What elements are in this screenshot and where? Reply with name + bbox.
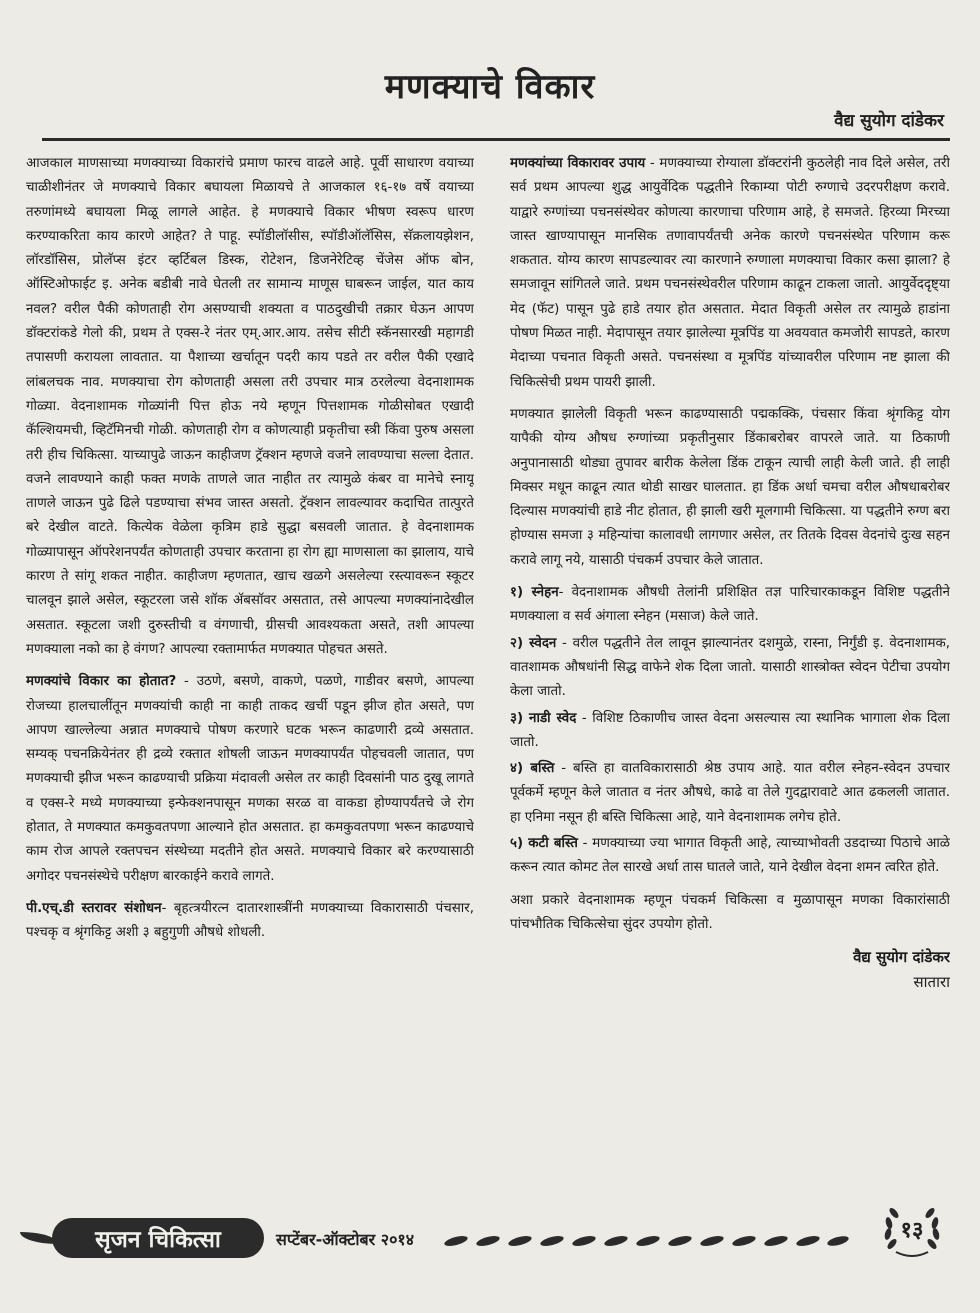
signature-block bbox=[510, 945, 950, 994]
paragraph: मणक्यात झालेली विकृती भरून काढण्यासाठी पद्मकक्कि, पंचसार किंवा श्रृंगकिट्ट योग यापैकी योग्य औषध रुग्णांच्या प्रकृतीनुसार डिंकाबरोबर वापरले जाते. या ठिकाणी अनुपानासाठी थोड्या तुपावर बारीक केलेला डिंक टाकून त्याची लाही केली जाते. ही लाही मिक्सर मधून काढून त्यात थोडी साखर घालतात. हा डिंक अर्धा चमचा वरील औषधाबरोबर दिल्यास मणक्यांची हाडे नीट होतात, ही झाली खरी मूलगामी चिकित्सा. या पद्धतीने रुग्ण बरा होण्यास समजा ३ महिन्यांचा कालावधी लागणार असेल, तर तितके दिवस वेदनांचे दुःख सहन करावे लागू नये, यासाठी पंचकर्म उपचार केले जातात. bbox=[510, 406, 950, 568]
paragraph bbox=[26, 670, 474, 889]
list-item-text: - वेदनाशामक औषधी तेलांनी प्रशिक्षित तज्ञ पारिचारकाकडून विशिष्ट पद्धतीने मणक्याला व सर्व अंगाला स्नेहन (मसाज) केले जाते. bbox=[510, 585, 950, 625]
list-item bbox=[510, 707, 950, 756]
magazine-name: सृजन चिकित्सा bbox=[95, 1227, 221, 1253]
list-item-heading: ४) बस्ति bbox=[510, 761, 555, 777]
right-column bbox=[510, 152, 950, 1192]
title-divider bbox=[42, 138, 950, 141]
list-item-heading: २) स्वेदन bbox=[510, 635, 557, 651]
paragraph-text: - उठणे, बसणे, वाकणे, पळणे, गाडीवर बसणे, आपल्या रोजच्या हालचालींतून मणक्यांची काही ना काही ताकद खर्ची पडून झीज होत असते, पण आपण खाल्लेल्या अन्नात मणक्याचे पोषण करणारे घटक भरून काढणारी द्रव्ये असतात. सम्यक् पचनक्रियेनंतर ही द्रव्ये रक्तात शोषली जाऊन मणक्यापर्यंत पोहचवली जातात, पण मणक्याची झीज भरून काढण्याची प्रक्रिया मंदावली असेल तर काही दिवसांनी पाठ दुखू लागते व एक्स-रे मध्ये मणक्याच्या इन्फेक्शनपासून मणका सरळ वा वाकडा होण्यापर्यंतचे जे रोग होतात, ते मणक्यात कमकुवतपणा आल्याने होत असतात. हा कमकुवतपणा भरून काढण्याचे काम रोज आपले रक्तपचन संस्थेच्या मदतीने होत असते. मणक्याचे विकार बरे करण्यासाठी अगोदर पचनसंस्थेचे परीक्षण बारकाईने करावे लागते. bbox=[26, 674, 474, 884]
author-byline: वैद्य सुयोग दांडेकर bbox=[834, 111, 944, 131]
left-column bbox=[26, 152, 474, 1192]
paragraph bbox=[26, 897, 474, 946]
paragraph bbox=[510, 152, 950, 395]
issue-date: सप्टेंबर-ऑक्टोबर २०१४ bbox=[276, 1230, 415, 1249]
section-heading: मणक्यांच्या विकारावर उपाय bbox=[510, 156, 646, 171]
vine-ornament-icon bbox=[442, 1234, 852, 1248]
list-item-text: - वरील पद्धतीने तेल लावून झाल्यानंतर दशमुळे, रास्ना, निर्गुंडी इ. वेदनाशामक, वातशामक औषधांनी सिद्ध वाफेने शेक दिला जातो. यासाठी शास्त्रोक्त स्वेदन पेटीचा उपयोग केला जातो. bbox=[510, 635, 950, 700]
article-title: मणक्याचे विकार bbox=[384, 67, 596, 107]
list-item bbox=[510, 832, 950, 881]
signature-place: सातारा bbox=[913, 972, 950, 991]
list-item bbox=[510, 581, 950, 630]
list-item bbox=[510, 632, 950, 705]
list-item bbox=[510, 757, 950, 830]
paragraph: आजकाल माणसाच्या मणक्याच्या विकारांचे प्रमाण फारच वाढले आहे. पूर्वी साधारण वयाच्या चाळीशीनंतर जे मणक्याचे विकार बघायला मिळायचे ते आजकाल १६-१७ वर्षे वयाच्या तरुणांमध्ये बघायला मिळू लागले आहेत. हे मणक्याचे विकार भीषण स्वरूप धारण करण्याकरिता काय कारणे आहेत? ते पाहू. स्पॉडीलॉसीस, स्पॉडीऑलॅसिस, सॅक्रलायझेशन, लॉरडॉसिस, प्रोलॅप्स इंटर व्हर्टिबल डिस्क, रोटेशन, डिजनेरेटिव्ह चेंजेस ऑफ बोन, ऑस्टिओफाईट इ. अनेक बडीबी नावे घेतली तर सामान्य माणूस घाबरून जाईल, यात काय नवल? वरील पैकी कोणताही रोग असण्याची शक्यता व पाठदुखीची तक्रार घेऊन आपण डॉक्टरांकडे गेलो की, प्रथम ते एक्स-रे नंतर एम्.आर.आय. तसेच सीटी स्कॅनसारखी महागडी तपासणी करायला लावतात. या पैशाच्या खर्चातून पदरी काय पडते तर वरील पैकी एखादे लांबलचक नाव. मणक्याचा रोग कोणताही असला तरी उपचार मात्र ठरलेल्या वेदनाशामक गोळ्या. वेदनाशामक गोळ्यांनी पित्त होऊ नये म्हणून पित्तशामक गोळीसोबत एखादी कॅल्शियमची, व्हिटॅमिनची गोळी. कोणताही रोग व कोणत्याही प्रकृतीचा स्त्री किंवा पुरुष असला तरी हीच चिकित्सा. याच्यापुढे जाऊन काहीजण ट्रॅक्शन म्हणजे वजने लावण्याचा सल्ला देतात. वजने लावण्याने काही फक्त मणके ताणले जात नाहीत तर त्यामुळे कंबर वा मानेचे स्नायू ताणले जाऊन पुढे ढिले पडण्याचा संभव जास्त असतो. ट्रॅक्शन लावल्यावर कदाचित तात्पुरते बरे देखील वाटते. कित्येक वेळेला कृत्रिम हाडे सुद्धा बसवली जातात. हे वेदनाशामक गोळ्यापासून ऑपरेशनपर्यंत कोणताही उपचार करताना हा रोग ह्या माणसाला का झालाय, याचे कारण ते सांगू शकत नाहीत. काहीजण म्हणतात, खाच खळगे असलेल्या रस्त्यावरून स्कूटर चालवून झाले असेल, स्कूटरला जसे शॉक ॲबसॉवर असतात, तसे आपल्या मणक्यांनादेखील असतात. स्कूटला जशी दुरुस्तीची व वंगणाची, ग्रीसची आवश्यकता असते, तशी आपल्या मणक्याला नको का हे वंगण? आपल्या रक्तामार्फत मणक्यात पोहचत असते. bbox=[26, 156, 474, 657]
list-item-text: - बस्ति हा वातविकारासाठी श्रेष्ठ उपाय आहे. यात वरील स्नेहन-स्वेदन उपचार पूर्वकर्मे म्हणून केले जातात व नंतर औषधे, काढे वा तेले गुदद्वारावाटे आत ढकलली जातात. हा एनिमा नसून ही बस्ति चिकित्सा आहे, याने वेदनाशामक लगेच होते. bbox=[510, 761, 950, 825]
section-heading: मणक्यांचे विकार का होतात? bbox=[26, 674, 177, 690]
page-footer bbox=[12, 1208, 968, 1268]
list-item-heading: १) स्नेहन bbox=[510, 585, 559, 601]
paragraph-text: - बृहत्त्रयीरत्न दातारशास्त्रींनी मणक्याच्या विकारासाठी पंचसार, पश्चकृ व श्रृंगकिट्ट अशी ३ बहुगुणी औषधे शोधली. bbox=[26, 900, 474, 941]
paragraph: अशा प्रकारे वेदनाशामक म्हणून पंचकर्म चिकित्सा व मुळापासून मणका विकारांसाठी पांचभौतिक चिकित्सेचा सुंदर उपयोग होतो. bbox=[510, 892, 950, 932]
list-item-text: - मणक्याच्या ज्या भागात विकृती आहे, त्याच्याभोवती उडदाच्या पिठाचे आळे करून त्यात कोमट तेल सारखे अर्धा तास घातले जाते, याने देखील वेदना शमन त्वरित होते. bbox=[510, 836, 950, 876]
section-heading: पी.एच्.डी स्तरावर संशोधन bbox=[26, 900, 162, 916]
page-number: १३ bbox=[900, 1218, 924, 1243]
list-item-heading: ५) कटी बस्ति bbox=[510, 836, 578, 852]
paragraph-text: - मणक्याच्या रोग्याला डॉक्टरांनी कुठलेही नाव दिले असेल, तरी सर्व प्रथम आपल्या शुद्ध आयुर्वेदिक पद्धतीने रिकाम्या पोटी रुग्णाचे उदरपरीक्षण करावे. याद्वारे रुग्णांच्या पचनसंस्थेवर कोणत्या कारणाचा परिणाम आहे, हे समजते. हिरव्या मिरच्या जास्त खाण्यापासून मानसिक तणावापर्यंतची अनेक कारणे पचनसंस्थेत परिणाम करू शकतात. योग्य कारण सापडल्यावर त्या कारणाने रुग्णाला मणक्याचा विकार कसा झाला? हे समजावून सांगितले जाते. प्रथम पचनसंस्थेवरील परिणाम काढून टाकला जातो. आयुर्वेददृष्ट्या मेद (फॅट) पासून पुढे हाडे तयार होत असतात. मेदात विकृती असेल तर त्यामुळे हाडांना पोषण मिळत नाही. मेदापासून तयार झालेल्या मूत्रपिंड या अवयवात कमजोरी सापडते, कारण मेदाच्या पचनात विकृती असते. पचनसंस्था व मूत्रपिंड यांच्यावरील परिणाम नष्ट झाला की चिकित्सेची प्रथम पायरी झाली. bbox=[510, 156, 950, 390]
list-item-heading: ३) नाडी स्वेद bbox=[510, 710, 577, 726]
magazine-brand-banner bbox=[52, 1218, 264, 1258]
signature-name: वैद्य सुयोग दांडेकर bbox=[853, 948, 950, 967]
list-item-text: - विशिष्ट ठिकाणीच जास्त वेदना असल्यास त्या स्थानिक भागाला शेक दिला जातो. bbox=[510, 710, 950, 750]
